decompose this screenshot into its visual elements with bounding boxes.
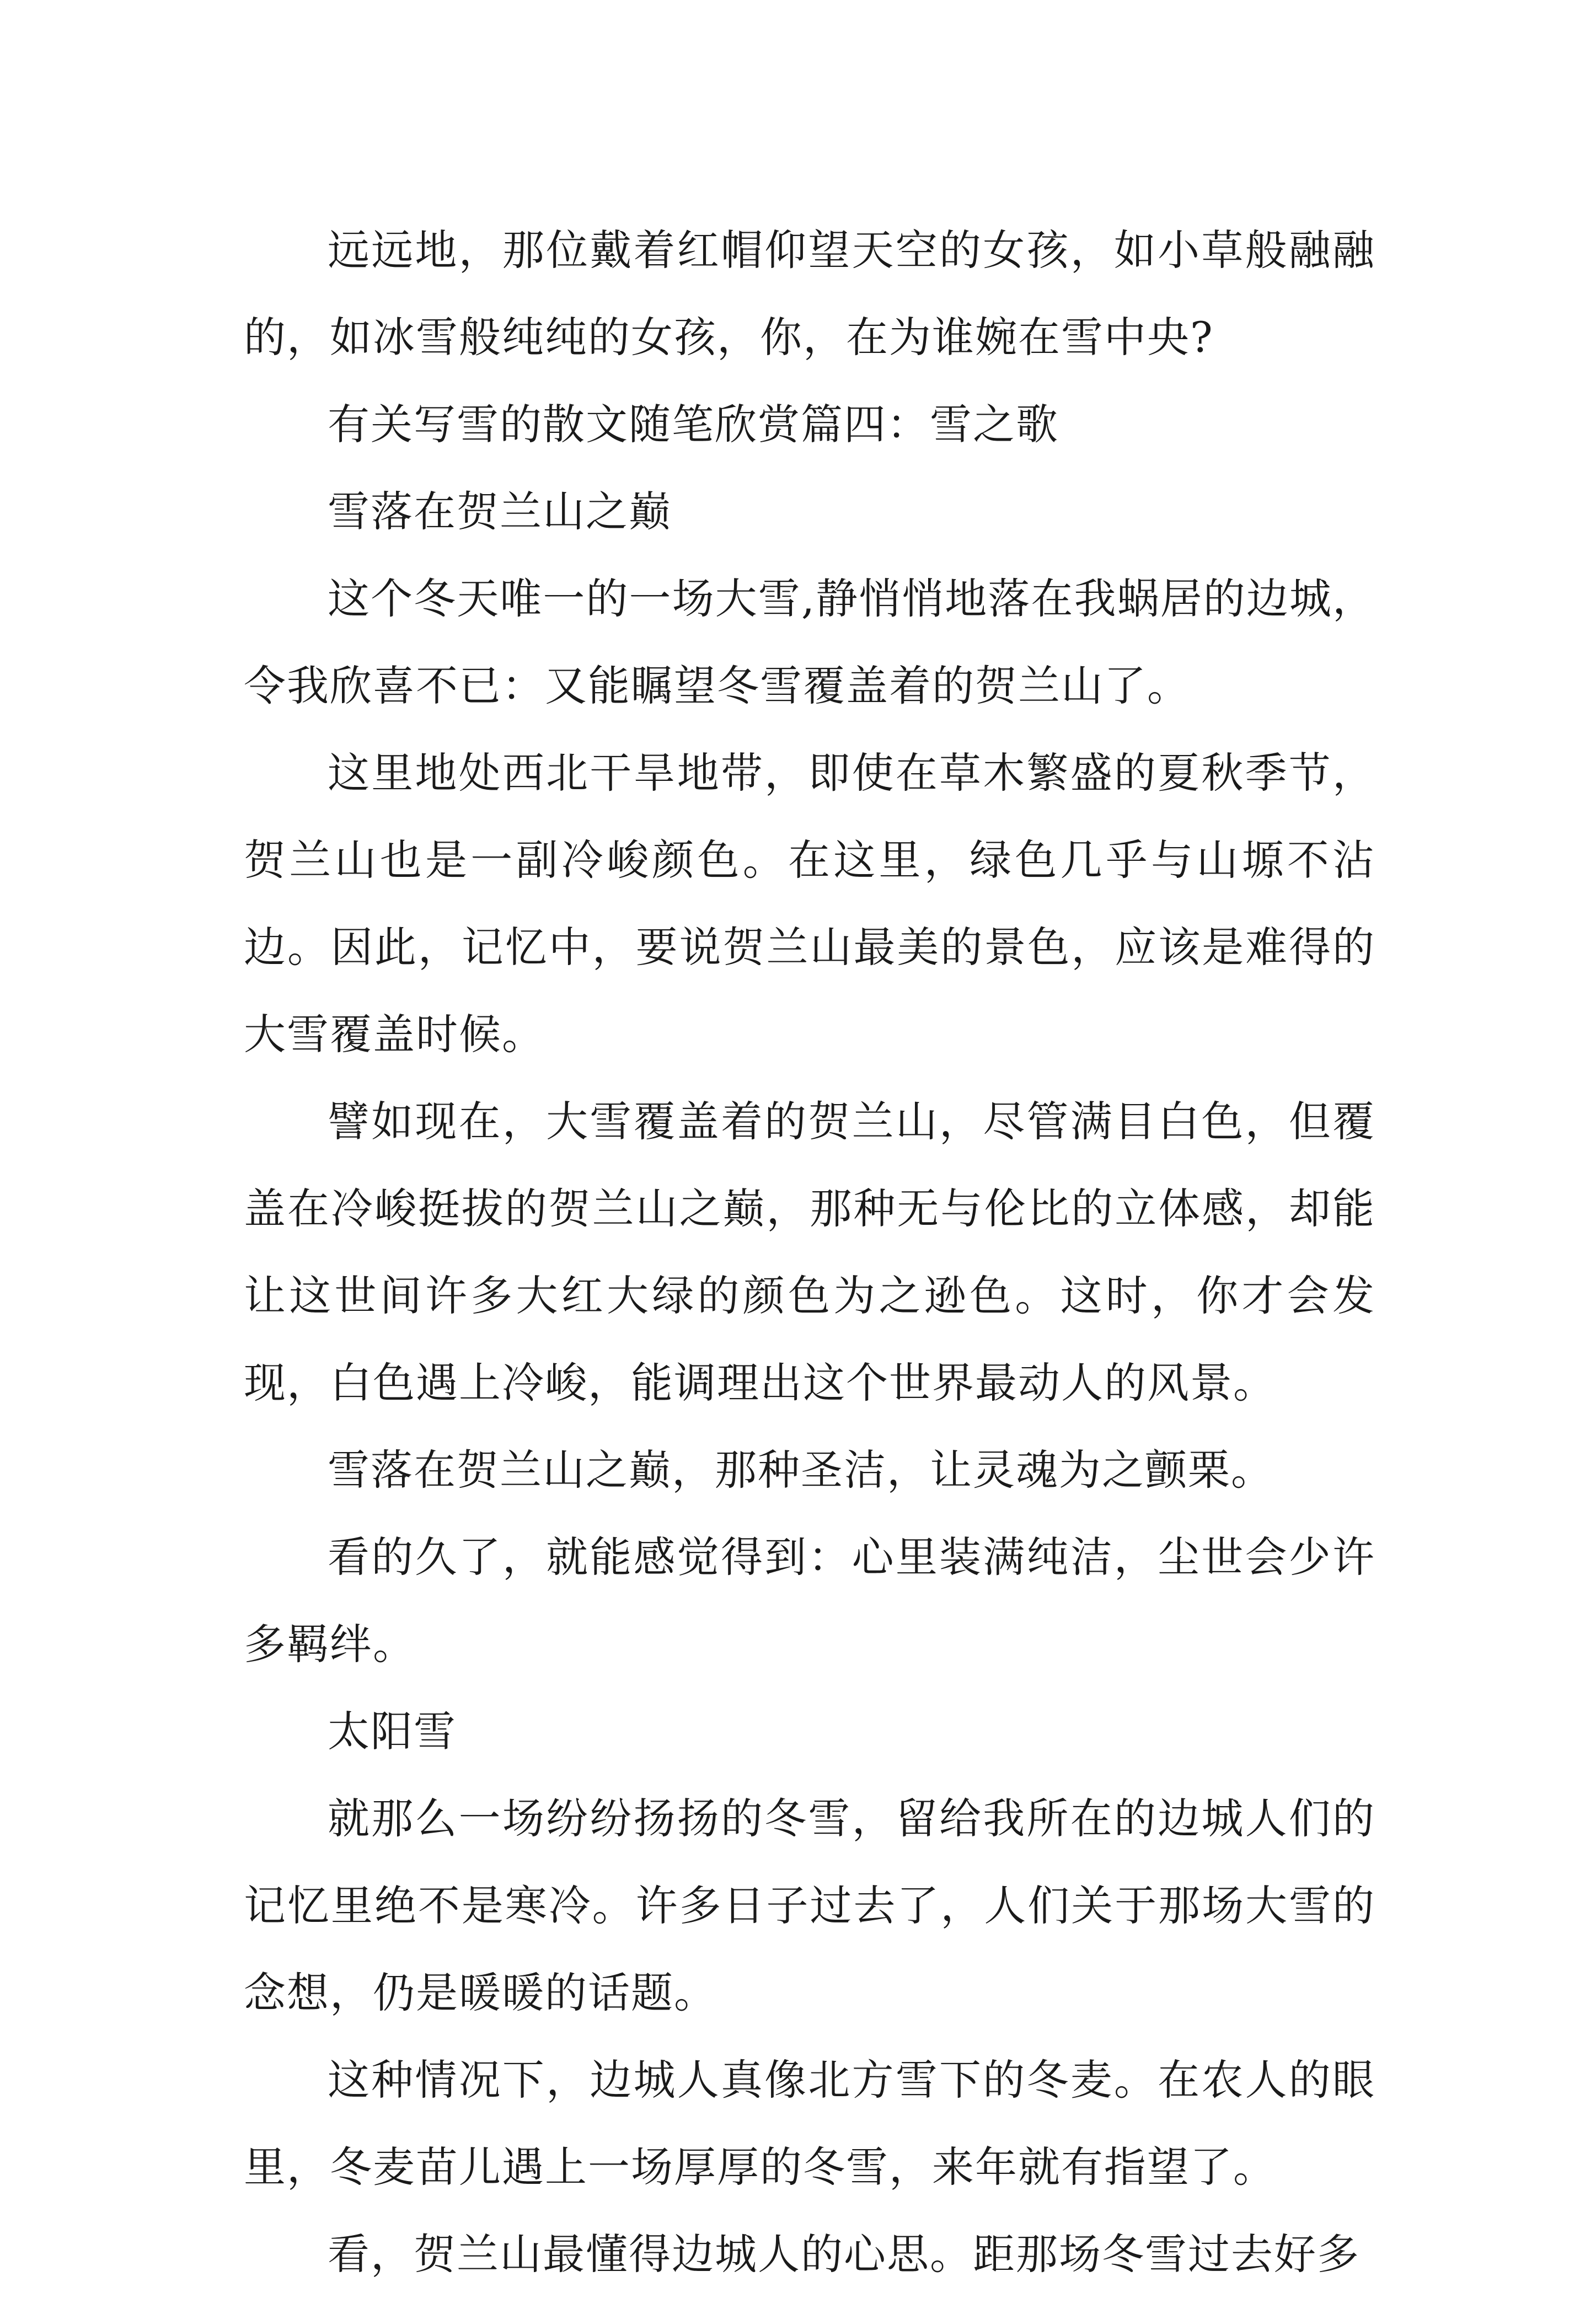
paragraph: 看，贺兰山最懂得边城人的心思。距那场冬雪过去好多 (328, 2230, 1360, 2279)
paragraph: 就那么一场纷纷扬扬的冬雪，留给我所在的边城人们的记忆里绝不是寒冷。许多日子过去了，人们关于那场大雪的念想，仍是暖暖的话题。 (244, 1794, 1375, 2017)
paragraph: 看的久了，就能感觉得到：心里装满纯洁，尘世会少许多羁绊。 (244, 1533, 1375, 1669)
subheading-sun-snow: 太阳雪 (328, 1707, 457, 1756)
document-body (244, 207, 1375, 2298)
subheading-snow-on-helan: 雪落在贺兰山之巅 (328, 487, 672, 536)
section-heading: 有关写雪的散文随笔欣赏篇四：雪之歌 (328, 400, 1059, 449)
paragraph: 譬如现在，大雪覆盖着的贺兰山，尽管满目白色，但覆盖在冷峻挺拔的贺兰山之巅，那种无与伦比的立体感，却能让这世间许多大红大绿的颜色为之逊色。这时，你才会发现，白色遇上冷峻，能调理出这个世界最动人的风景。 (244, 1097, 1375, 1407)
paragraph: 这里地处西北干旱地带，即使在草木繁盛的夏秋季节，贺兰山也是一副冷峻颜色。在这里，绿色几乎与山塬不沾边。因此，记忆中，要说贺兰山最美的景色，应该是难得的大雪覆盖时候。 (244, 748, 1375, 1059)
paragraph: 雪落在贺兰山之巅，那种圣洁，让灵魂为之颤栗。 (328, 1445, 1274, 1494)
paragraph: 这个冬天唯一的一场大雪,静悄悄地落在我蜗居的边城，令我欣喜不已：又能瞩望冬雪覆盖着的贺兰山了。 (244, 574, 1375, 710)
paragraph: 这种情况下，边城人真像北方雪下的冬麦。在农人的眼里，冬麦苗儿遇上一场厚厚的冬雪，来年就有指望了。 (244, 2055, 1375, 2192)
paragraph-girl-in-snow: 远远地，那位戴着红帽仰望天空的女孩，如小草般融融的，如冰雪般纯纯的女孩，你，在为谁婉在雪中央? (244, 226, 1375, 362)
